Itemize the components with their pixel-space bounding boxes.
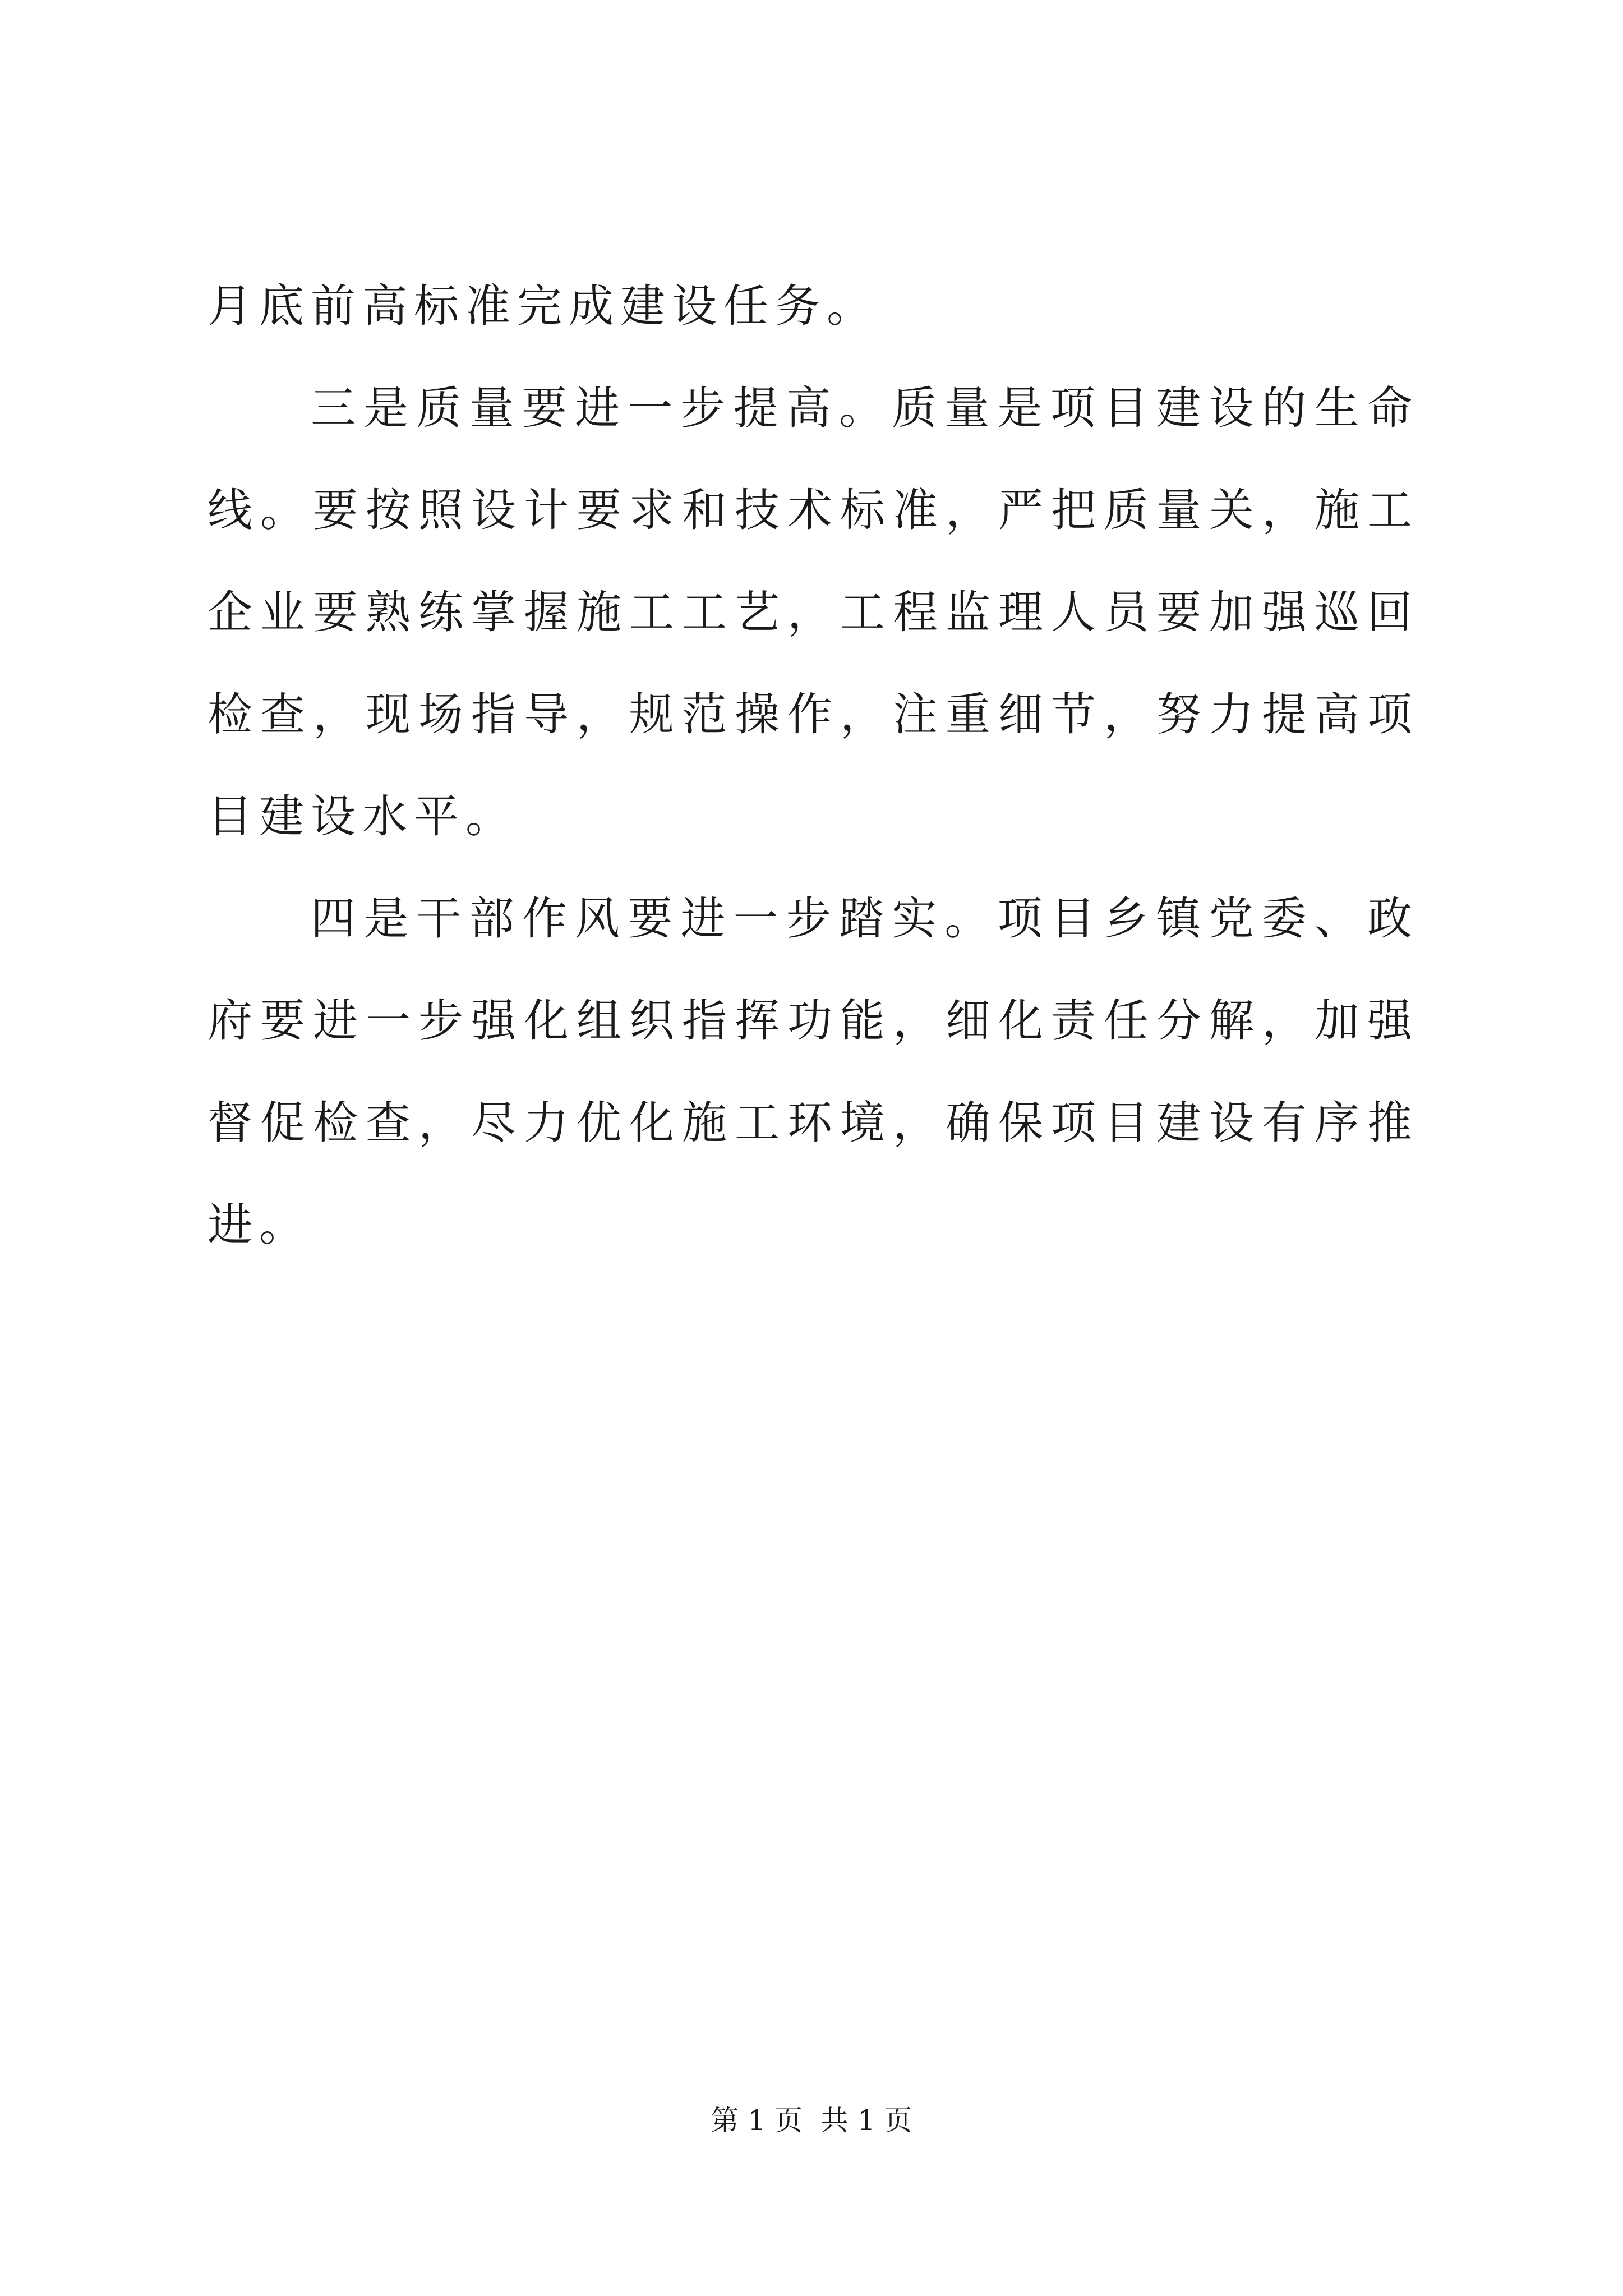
paragraph-continuation: 月底前高标准完成建设任务。 [208,280,878,332]
page-number-footer: 第 1 页 共 1 页 [711,2104,912,2137]
document-body [208,255,1419,1276]
paragraph-quality: 三是质量要进一步提高。质量是项目建设的生命线。要按照设计要求和技术标准，严把质量关，施工企业要熟练掌握施工工艺，工程监理人员要加强巡回检查，现场指导，规范操作，注重细节，努力提高项目建设水平。 [208,382,1419,843]
paragraph-cadre-style: 四是干部作风要进一步踏实。项目乡镇党委、政府要进一步强化组织指挥功能，细化责任分解，加强督促检查，尽力优化施工环境，确保项目建设有序推进。 [208,892,1419,1251]
